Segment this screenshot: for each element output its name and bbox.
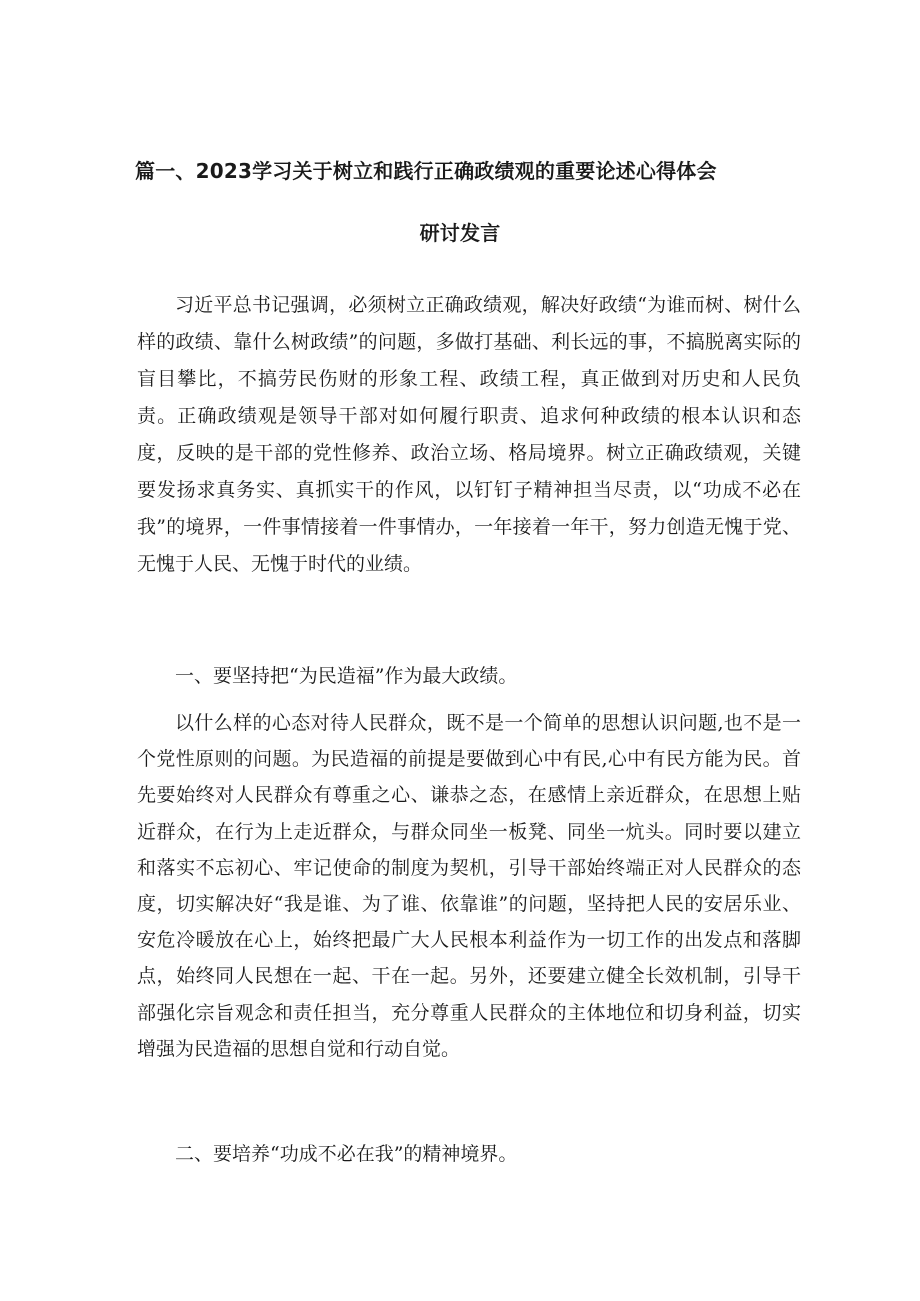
section-1-paragraph xyxy=(137,705,801,1067)
intro-paragraph xyxy=(137,287,801,583)
paragraph-text: 习近平总书记强调，必须树立正确政绩观，解决好政绩“为谁而树、树什么样的政绩、靠什么树政绩”的问题，多做打基础、利长远的事，不搞脱离实际的盲目攀比，不搞劳民伤财的形象工程、政绩工程，真正做到对历史和人民负责。正确政绩观是领导干部对如何履行职责、追求何种政绩的根本认识和态度，反映的是干部的党性修养、政治立场、格局境界。树立正确政绩观，关键要发扬求真务实、真抓实干的作风，以钉钉子精神担当尽责，以“功成不必在我”的境界，一件事情接着一件事情办，一年接着一年干，努力创造无愧于党、无愧于人民、无愧于时代的业绩。 xyxy=(137,294,801,575)
section-heading-text: 一、要坚持把“为民造福”作为最大政绩。 xyxy=(175,665,518,687)
paragraph-text: 以什么样的心态对待人民群众，既不是一个简单的思想认识问题,也不是一个党性原则的问题。为民造福的前提是要做到心中有民,心中有民方能为民。首先要始终对人民群众有尊重之心、谦恭之态，在感情上亲近群众，在思想上贴近群众，在行为上走近群众，与群众同坐一板凳、同坐一炕头。同时要以建立和落实不忘初心、牢记使命的制度为契机，引导干部始终端正对人民群众的态度，切实解决好“我是谁、为了谁、依靠谁”的问题，坚持把人民的安居乐业、安危冷暖放在心上，始终把最广大人民根本利益作为一切工作的出发点和落脚点，始终同人民想在一起、干在一起。另外，还要建立健全长效机制，引导干部强化宗旨观念和责任担当，充分尊重人民群众的主体地位和切身利益，切实增强为民造福的思想自觉和行动自觉。 xyxy=(137,712,801,1060)
section-heading-1 xyxy=(137,660,801,696)
section-heading-text: 二、要培养“功成不必在我”的精神境界。 xyxy=(175,1143,518,1165)
document-title: 篇一、2023学习关于树立和践行正确政绩观的重要论述心得体会 xyxy=(135,159,717,183)
section-heading-2 xyxy=(137,1138,801,1174)
document-subtitle: 研讨发言 xyxy=(419,221,501,245)
